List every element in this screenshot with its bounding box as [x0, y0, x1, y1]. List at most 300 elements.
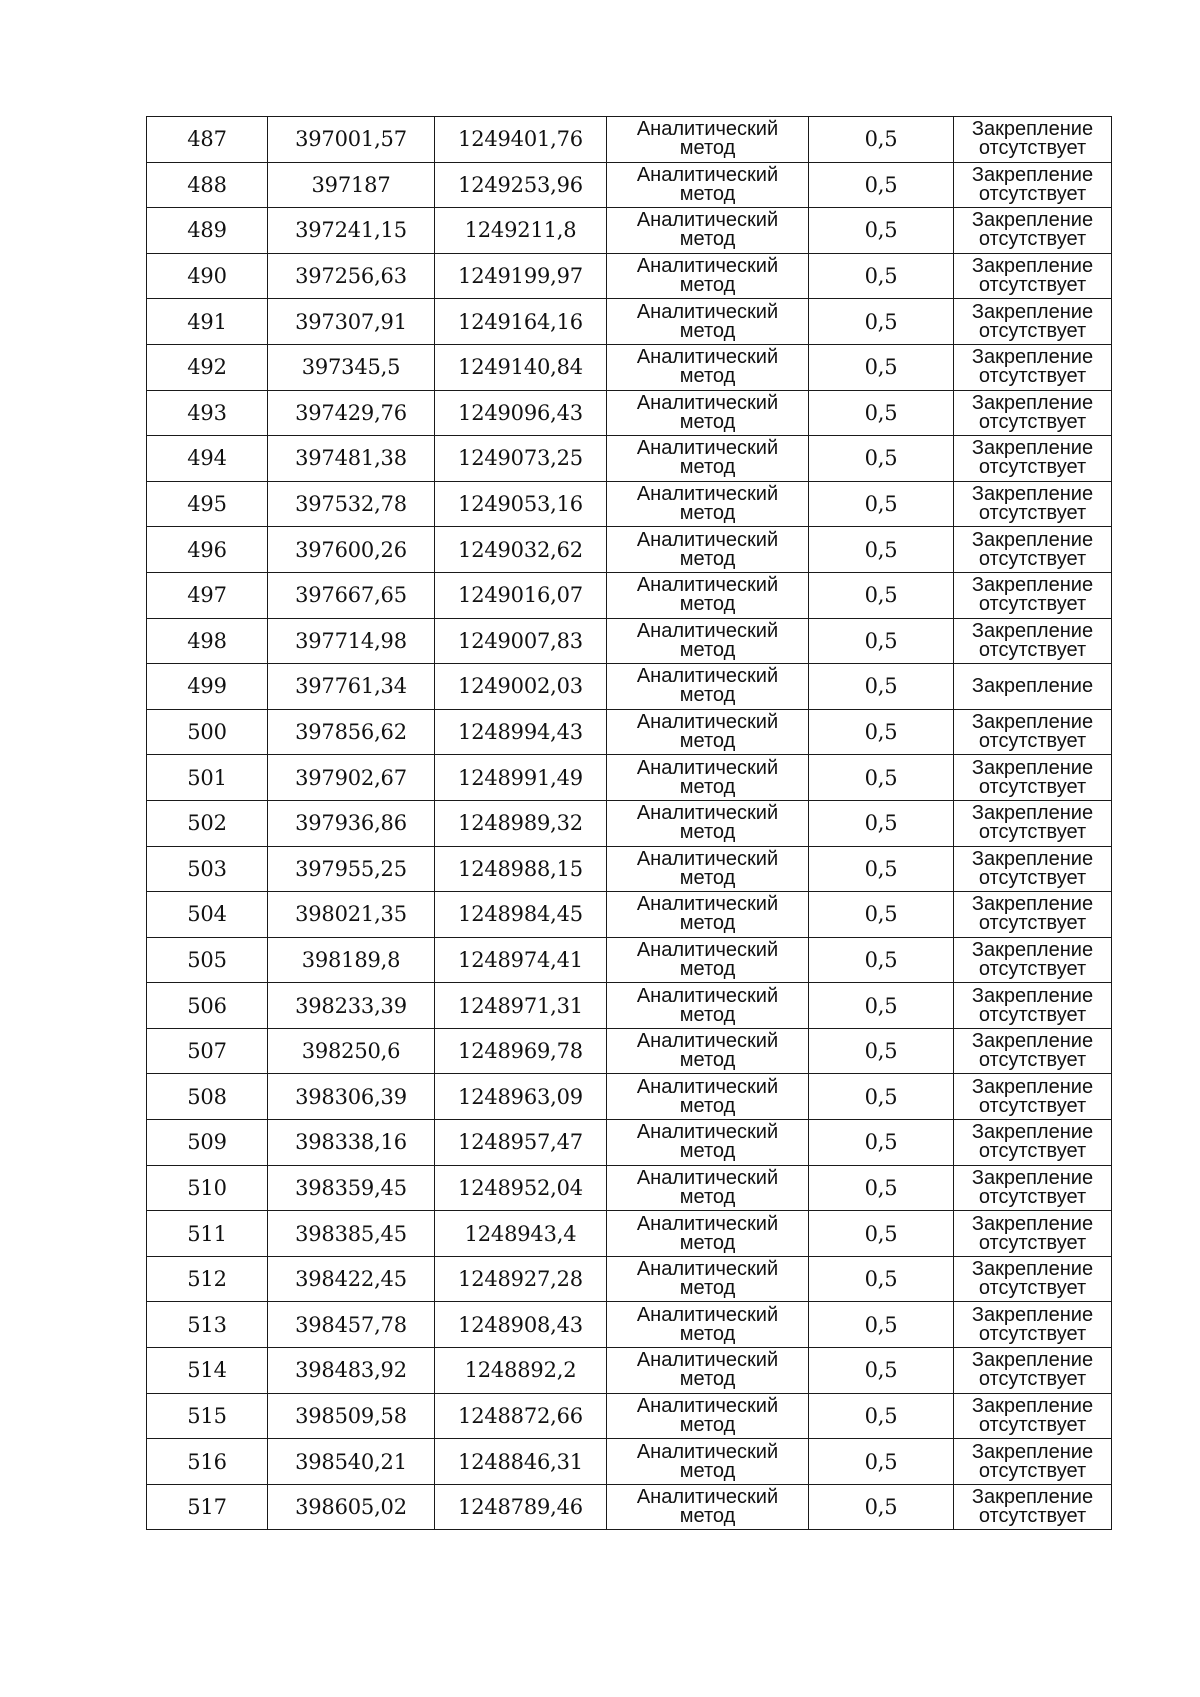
fixing-cell-line-1: Закрепление	[971, 756, 1094, 779]
point-number-cell: 499	[147, 664, 268, 710]
coordinate-x-cell: 398338,16	[268, 1120, 435, 1166]
table-row	[147, 208, 1112, 254]
method-cell-line-1: Аналитический	[636, 802, 779, 825]
coordinate-x-cell: 398233,39	[268, 983, 435, 1029]
fixing-cell	[954, 937, 1112, 983]
table-row	[147, 299, 1112, 345]
fixing-cell-line-2: отсутствует	[978, 228, 1087, 251]
fixing-cell	[954, 299, 1112, 345]
method-cell-line-1: Аналитический	[636, 665, 779, 688]
method-cell-line-1: Аналитический	[636, 1394, 779, 1417]
method-cell	[607, 1302, 809, 1348]
table-row	[147, 1074, 1112, 1120]
point-number-cell: 491	[147, 299, 268, 345]
coordinate-y-cell: 1249053,16	[435, 481, 607, 527]
fixing-cell-line-2: отсутствует	[978, 1368, 1087, 1391]
point-number-cell: 514	[147, 1348, 268, 1394]
method-cell-line-1: Аналитический	[636, 893, 779, 916]
method-cell-line-1: Аналитический	[636, 938, 779, 961]
method-cell	[607, 1074, 809, 1120]
method-cell-line-1: Аналитический	[636, 1258, 779, 1281]
coordinate-y-cell: 1248994,43	[435, 709, 607, 755]
accuracy-cell: 0,5	[809, 390, 954, 436]
fixing-cell-line-2: отсутствует	[978, 274, 1087, 297]
fixing-cell	[954, 572, 1112, 618]
coordinate-x-cell: 398385,45	[268, 1211, 435, 1257]
coordinate-y-cell: 1248892,2	[435, 1348, 607, 1394]
fixing-cell	[954, 618, 1112, 664]
method-cell	[607, 892, 809, 938]
method-cell-line-1: Аналитический	[636, 1075, 779, 1098]
method-cell	[607, 481, 809, 527]
fixing-cell	[954, 390, 1112, 436]
fixing-cell-line-2: отсутствует	[978, 1413, 1087, 1436]
method-cell-line-2: метод	[679, 502, 736, 525]
fixing-cell-line-2: отсутствует	[978, 912, 1087, 935]
coordinate-y-cell: 1248991,49	[435, 755, 607, 801]
method-cell-line-2: метод	[679, 730, 736, 753]
coordinate-y-cell: 1248957,47	[435, 1120, 607, 1166]
fixing-cell	[954, 892, 1112, 938]
fixing-cell-line-1: Закрепление	[971, 1303, 1094, 1326]
point-number-cell: 492	[147, 344, 268, 390]
method-cell-line-1: Аналитический	[636, 1166, 779, 1189]
fixing-cell-line-1: Закрепление	[971, 1486, 1094, 1509]
coordinate-x-cell: 397761,34	[268, 664, 435, 710]
fixing-cell-line-1: Закрепление	[971, 1258, 1094, 1281]
fixing-cell-line-2: отсутствует	[978, 638, 1087, 661]
method-cell-line-2: метод	[679, 1413, 736, 1436]
fixing-cell-line-1: Закрепление	[971, 619, 1094, 642]
fixing-cell	[954, 208, 1112, 254]
fixing-cell-line-2: отсутствует	[978, 730, 1087, 753]
table-row	[147, 162, 1112, 208]
fixing-cell	[954, 709, 1112, 755]
point-number-cell: 493	[147, 390, 268, 436]
accuracy-cell: 0,5	[809, 755, 954, 801]
fixing-cell-line-1: Закрепление	[971, 1394, 1094, 1417]
fixing-cell	[954, 1165, 1112, 1211]
method-cell	[607, 937, 809, 983]
coordinate-y-cell: 1249096,43	[435, 390, 607, 436]
accuracy-cell: 0,5	[809, 1302, 954, 1348]
method-cell	[607, 800, 809, 846]
table-row	[147, 937, 1112, 983]
fixing-cell-line-2: отсутствует	[978, 547, 1087, 570]
coordinate-y-cell: 1249002,03	[435, 664, 607, 710]
point-number-cell: 509	[147, 1120, 268, 1166]
method-cell-line-2: метод	[679, 912, 736, 935]
table-row	[147, 1348, 1112, 1394]
fixing-cell	[954, 162, 1112, 208]
fixing-cell-line-2: отсутствует	[978, 1277, 1087, 1300]
fixing-cell-line-2: отсутствует	[978, 866, 1087, 889]
coordinate-y-cell: 1248989,32	[435, 800, 607, 846]
method-cell-line-2: метод	[679, 775, 736, 798]
coordinate-x-cell: 397955,25	[268, 846, 435, 892]
method-cell-line-1: Аналитический	[636, 619, 779, 642]
method-cell-line-1: Аналитический	[636, 1212, 779, 1235]
coordinate-x-cell: 398540,21	[268, 1439, 435, 1485]
fixing-cell-line-2: отсутствует	[978, 1322, 1087, 1345]
point-number-cell: 503	[147, 846, 268, 892]
point-number-cell: 507	[147, 1028, 268, 1074]
method-cell-line-2: метод	[679, 957, 736, 980]
coordinate-x-cell: 397187	[268, 162, 435, 208]
fixing-cell-line-2: отсутствует	[978, 1140, 1087, 1163]
point-number-cell: 487	[147, 117, 268, 163]
table-row	[147, 253, 1112, 299]
method-cell-line-1: Аналитический	[636, 437, 779, 460]
fixing-cell-line-1: Закрепление	[971, 163, 1094, 186]
accuracy-cell: 0,5	[809, 299, 954, 345]
accuracy-cell: 0,5	[809, 1439, 954, 1485]
fixing-cell-line-1: Закрепление	[971, 209, 1094, 232]
fixing-cell	[954, 1302, 1112, 1348]
method-cell	[607, 618, 809, 664]
table-row	[147, 1165, 1112, 1211]
fixing-cell	[954, 436, 1112, 482]
table-row	[147, 1028, 1112, 1074]
coordinate-y-cell: 1249211,8	[435, 208, 607, 254]
fixing-cell	[954, 117, 1112, 163]
coordinate-y-cell: 1248846,31	[435, 1439, 607, 1485]
method-cell	[607, 253, 809, 299]
fixing-cell-line-1: Закрепление	[971, 574, 1094, 597]
accuracy-cell: 0,5	[809, 253, 954, 299]
fixing-cell-line-1: Закрепление	[971, 1166, 1094, 1189]
method-cell-line-1: Аналитический	[636, 391, 779, 414]
accuracy-cell: 0,5	[809, 1074, 954, 1120]
point-number-cell: 494	[147, 436, 268, 482]
method-cell-line-1: Аналитический	[636, 209, 779, 232]
method-cell-line-2: метод	[679, 228, 736, 251]
table-row	[147, 344, 1112, 390]
method-cell	[607, 709, 809, 755]
point-number-cell: 504	[147, 892, 268, 938]
method-cell	[607, 1393, 809, 1439]
fixing-cell	[954, 1393, 1112, 1439]
coordinate-y-cell: 1248943,4	[435, 1211, 607, 1257]
method-cell-line-2: метод	[679, 1322, 736, 1345]
fixing-cell-line-1: Закрепление	[971, 1030, 1094, 1053]
coordinate-y-cell: 1249140,84	[435, 344, 607, 390]
fixing-cell-line-1: Закрепление	[971, 984, 1094, 1007]
fixing-cell-line-1: Закрепление	[971, 847, 1094, 870]
point-number-cell: 496	[147, 527, 268, 573]
method-cell-line-1: Аналитический	[636, 1303, 779, 1326]
table-row	[147, 800, 1112, 846]
method-cell-line-2: метод	[679, 821, 736, 844]
accuracy-cell: 0,5	[809, 1348, 954, 1394]
table-row	[147, 892, 1112, 938]
coordinate-y-cell: 1249253,96	[435, 162, 607, 208]
method-cell-line-2: метод	[679, 410, 736, 433]
method-cell	[607, 436, 809, 482]
method-cell-line-1: Аналитический	[636, 528, 779, 551]
accuracy-cell: 0,5	[809, 481, 954, 527]
fixing-cell	[954, 1256, 1112, 1302]
method-cell	[607, 1028, 809, 1074]
fixing-cell	[954, 983, 1112, 1029]
fixing-cell	[954, 1439, 1112, 1485]
method-cell	[607, 664, 809, 710]
fixing-cell-line-1: Закрепление	[971, 255, 1094, 278]
point-number-cell: 513	[147, 1302, 268, 1348]
fixing-cell	[954, 481, 1112, 527]
method-cell-line-2: метод	[679, 547, 736, 570]
method-cell-line-2: метод	[679, 137, 736, 160]
method-cell	[607, 572, 809, 618]
fixing-cell	[954, 344, 1112, 390]
accuracy-cell: 0,5	[809, 1256, 954, 1302]
point-number-cell: 490	[147, 253, 268, 299]
table-row	[147, 983, 1112, 1029]
accuracy-cell: 0,5	[809, 800, 954, 846]
coordinate-y-cell: 1249401,76	[435, 117, 607, 163]
fixing-cell-line-2: отсутствует	[978, 593, 1087, 616]
table-row	[147, 481, 1112, 527]
method-cell	[607, 299, 809, 345]
method-cell-line-2: метод	[679, 182, 736, 205]
fixing-cell-line-1: Закрепление	[971, 1440, 1094, 1463]
fixing-cell	[954, 755, 1112, 801]
accuracy-cell: 0,5	[809, 1484, 954, 1530]
method-cell-line-2: метод	[679, 684, 736, 707]
method-cell-line-1: Аналитический	[636, 255, 779, 278]
coordinates-table	[146, 116, 1112, 1530]
method-cell	[607, 162, 809, 208]
method-cell-line-2: метод	[679, 1277, 736, 1300]
method-cell-line-2: метод	[679, 1094, 736, 1117]
method-cell-line-2: метод	[679, 274, 736, 297]
fixing-cell-line-1: Закрепление	[971, 674, 1094, 697]
method-cell	[607, 1348, 809, 1394]
fixing-cell-line-2: отсутствует	[978, 410, 1087, 433]
coordinate-x-cell: 398483,92	[268, 1348, 435, 1394]
fixing-cell-line-1: Закрепление	[971, 483, 1094, 506]
fixing-cell	[954, 846, 1112, 892]
method-cell-line-2: метод	[679, 365, 736, 388]
fixing-cell	[954, 664, 1112, 710]
coordinate-y-cell: 1248908,43	[435, 1302, 607, 1348]
accuracy-cell: 0,5	[809, 709, 954, 755]
fixing-cell-line-1: Закрепление	[971, 1349, 1094, 1372]
point-number-cell: 515	[147, 1393, 268, 1439]
point-number-cell: 512	[147, 1256, 268, 1302]
fixing-cell	[954, 1074, 1112, 1120]
table-row	[147, 436, 1112, 482]
point-number-cell: 502	[147, 800, 268, 846]
method-cell-line-2: метод	[679, 1140, 736, 1163]
method-cell-line-1: Аналитический	[636, 847, 779, 870]
coordinate-y-cell: 1248789,46	[435, 1484, 607, 1530]
table-row	[147, 117, 1112, 163]
method-cell-line-1: Аналитический	[636, 984, 779, 1007]
coordinate-x-cell: 398250,6	[268, 1028, 435, 1074]
point-number-cell: 488	[147, 162, 268, 208]
fixing-cell-line-1: Закрепление	[971, 118, 1094, 141]
coordinate-x-cell: 397345,5	[268, 344, 435, 390]
coordinate-x-cell: 397001,57	[268, 117, 435, 163]
fixing-cell-line-2: отсутствует	[978, 365, 1087, 388]
fixing-cell-line-1: Закрепление	[971, 893, 1094, 916]
fixing-cell-line-2: отсутствует	[978, 319, 1087, 342]
coordinate-x-cell: 397532,78	[268, 481, 435, 527]
method-cell-line-1: Аналитический	[636, 346, 779, 369]
coordinate-x-cell: 398509,58	[268, 1393, 435, 1439]
fixing-cell-line-2: отсутствует	[978, 1231, 1087, 1254]
table-row	[147, 1211, 1112, 1257]
coordinate-x-cell: 397481,38	[268, 436, 435, 482]
method-cell	[607, 208, 809, 254]
fixing-cell-line-2: отсутствует	[978, 137, 1087, 160]
accuracy-cell: 0,5	[809, 1165, 954, 1211]
coordinate-x-cell: 398457,78	[268, 1302, 435, 1348]
method-cell	[607, 846, 809, 892]
fixing-cell	[954, 1028, 1112, 1074]
table-row	[147, 1120, 1112, 1166]
method-cell	[607, 983, 809, 1029]
point-number-cell: 505	[147, 937, 268, 983]
fixing-cell	[954, 800, 1112, 846]
coordinate-y-cell: 1248984,45	[435, 892, 607, 938]
point-number-cell: 497	[147, 572, 268, 618]
point-number-cell: 516	[147, 1439, 268, 1485]
fixing-cell-line-2: отсутствует	[978, 1094, 1087, 1117]
coordinate-x-cell: 397667,65	[268, 572, 435, 618]
coordinate-y-cell: 1248952,04	[435, 1165, 607, 1211]
accuracy-cell: 0,5	[809, 527, 954, 573]
fixing-cell-line-2: отсутствует	[978, 1185, 1087, 1208]
coordinate-x-cell: 397241,15	[268, 208, 435, 254]
table-row	[147, 1393, 1112, 1439]
table-row	[147, 1256, 1112, 1302]
fixing-cell-line-2: отсутствует	[978, 1505, 1087, 1528]
method-cell-line-1: Аналитический	[636, 483, 779, 506]
coordinate-x-cell: 398189,8	[268, 937, 435, 983]
accuracy-cell: 0,5	[809, 1028, 954, 1074]
coordinate-y-cell: 1249073,25	[435, 436, 607, 482]
method-cell-line-1: Аналитический	[636, 1440, 779, 1463]
coordinate-x-cell: 397256,63	[268, 253, 435, 299]
coordinate-x-cell: 398306,39	[268, 1074, 435, 1120]
coordinate-y-cell: 1248963,09	[435, 1074, 607, 1120]
method-cell-line-2: метод	[679, 1003, 736, 1026]
table-row	[147, 846, 1112, 892]
fixing-cell-line-1: Закрепление	[971, 938, 1094, 961]
method-cell	[607, 117, 809, 163]
coordinate-x-cell: 397429,76	[268, 390, 435, 436]
fixing-cell-line-1: Закрепление	[971, 711, 1094, 734]
table-row	[147, 1302, 1112, 1348]
method-cell	[607, 1439, 809, 1485]
fixing-cell-line-2: отсутствует	[978, 957, 1087, 980]
fixing-cell-line-1: Закрепление	[971, 1075, 1094, 1098]
method-cell	[607, 1211, 809, 1257]
point-number-cell: 508	[147, 1074, 268, 1120]
coordinate-y-cell: 1249199,97	[435, 253, 607, 299]
table-row	[147, 1484, 1112, 1530]
fixing-cell-line-2: отсутствует	[978, 775, 1087, 798]
accuracy-cell: 0,5	[809, 1393, 954, 1439]
fixing-cell-line-2: отсутствует	[978, 1459, 1087, 1482]
method-cell	[607, 344, 809, 390]
method-cell-line-1: Аналитический	[636, 756, 779, 779]
table-row	[147, 664, 1112, 710]
fixing-cell-line-1: Закрепление	[971, 528, 1094, 551]
fixing-cell-line-1: Закрепление	[971, 300, 1094, 323]
fixing-cell-line-2: отсутствует	[978, 1003, 1087, 1026]
table-row	[147, 390, 1112, 436]
point-number-cell: 500	[147, 709, 268, 755]
accuracy-cell: 0,5	[809, 937, 954, 983]
fixing-cell-line-1: Закрепление	[971, 802, 1094, 825]
coordinate-x-cell: 397307,91	[268, 299, 435, 345]
point-number-cell: 511	[147, 1211, 268, 1257]
point-number-cell: 495	[147, 481, 268, 527]
point-number-cell: 498	[147, 618, 268, 664]
coordinate-x-cell: 398422,45	[268, 1256, 435, 1302]
fixing-cell-line-1: Закрепление	[971, 391, 1094, 414]
fixing-cell-line-2: отсутствует	[978, 1049, 1087, 1072]
fixing-cell-line-1: Закрепление	[971, 1121, 1094, 1144]
method-cell	[607, 1256, 809, 1302]
method-cell-line-2: метод	[679, 1231, 736, 1254]
accuracy-cell: 0,5	[809, 618, 954, 664]
table-row	[147, 527, 1112, 573]
accuracy-cell: 0,5	[809, 983, 954, 1029]
accuracy-cell: 0,5	[809, 1211, 954, 1257]
method-cell	[607, 390, 809, 436]
fixing-cell-line-2: отсутствует	[978, 502, 1087, 525]
method-cell-line-2: метод	[679, 1185, 736, 1208]
fixing-cell	[954, 527, 1112, 573]
coordinate-x-cell: 397714,98	[268, 618, 435, 664]
fixing-cell	[954, 1211, 1112, 1257]
coordinate-y-cell: 1248988,15	[435, 846, 607, 892]
coordinate-x-cell: 398021,35	[268, 892, 435, 938]
fixing-cell	[954, 253, 1112, 299]
coordinate-y-cell: 1249032,62	[435, 527, 607, 573]
fixing-cell-line-2: отсутствует	[978, 456, 1087, 479]
accuracy-cell: 0,5	[809, 117, 954, 163]
method-cell-line-2: метод	[679, 456, 736, 479]
coordinate-y-cell: 1248927,28	[435, 1256, 607, 1302]
accuracy-cell: 0,5	[809, 892, 954, 938]
point-number-cell: 489	[147, 208, 268, 254]
accuracy-cell: 0,5	[809, 664, 954, 710]
point-number-cell: 510	[147, 1165, 268, 1211]
method-cell-line-1: Аналитический	[636, 1030, 779, 1053]
coordinate-x-cell: 397600,26	[268, 527, 435, 573]
table-body	[147, 117, 1112, 1530]
fixing-cell-line-1: Закрепление	[971, 437, 1094, 460]
table-row	[147, 572, 1112, 618]
fixing-cell	[954, 1348, 1112, 1394]
method-cell-line-1: Аналитический	[636, 118, 779, 141]
coordinate-y-cell: 1248872,66	[435, 1393, 607, 1439]
fixing-cell-line-2: отсутствует	[978, 182, 1087, 205]
method-cell	[607, 1120, 809, 1166]
accuracy-cell: 0,5	[809, 846, 954, 892]
coordinate-y-cell: 1249164,16	[435, 299, 607, 345]
fixing-cell-line-1: Закрепление	[971, 1212, 1094, 1235]
method-cell	[607, 755, 809, 801]
method-cell-line-1: Аналитический	[636, 574, 779, 597]
method-cell-line-1: Аналитический	[636, 1349, 779, 1372]
method-cell	[607, 1165, 809, 1211]
